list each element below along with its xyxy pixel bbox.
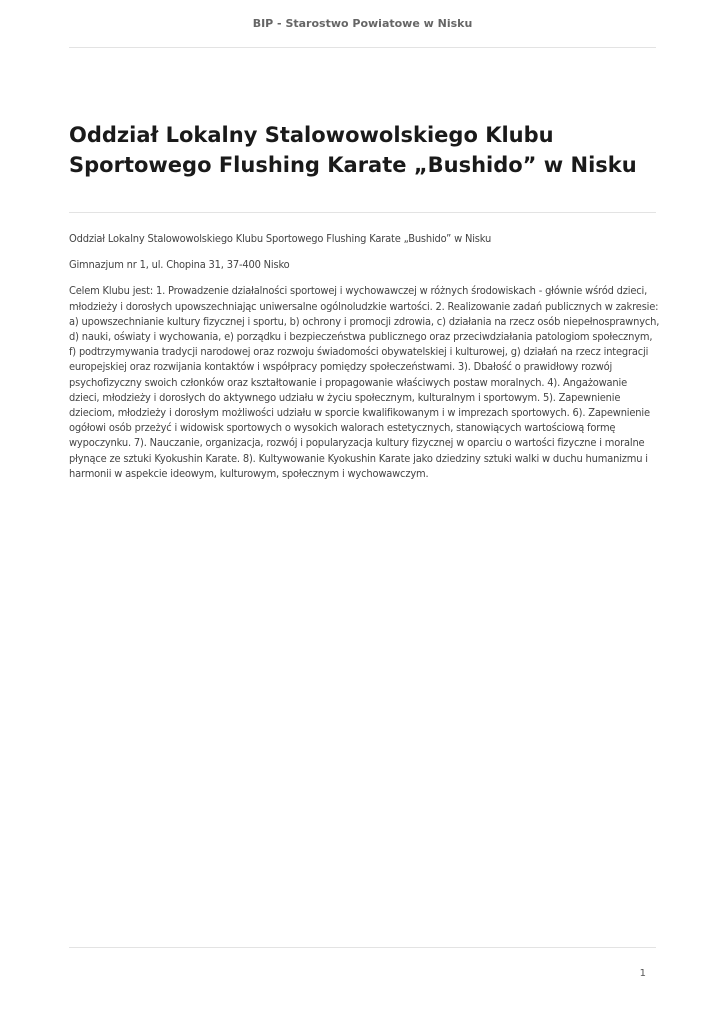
page-number: 1: [639, 968, 646, 979]
document-body: [69, 231, 659, 492]
footer-divider: [69, 947, 656, 948]
organization-goals: Celem Klubu jest: 1. Prowadzenie działalności sportowej i wychowawczej w różnych środowiskach - głównie wśród dzieci, młodzieży i dorosłych upowszechniając uniwersalne ogólnoludzkie wartości. 2. Realizowanie zadań publicznych w zakresie: a) upowszechnianie kultury fizycznej i sportu, b) ochrony i promocji zdrowia, c) działania na rzecz osób niepełnosprawnych, d) nauki, oświaty i wychowania, e) porządku i bezpieczeństwa publicznego oraz przeciwdziałania patologiom społecznym, f) podtrzymywania tradycji narodowej oraz rozwoju świadomości obywatelskiej i kulturowej, g) działań na rzecz integracji europejskiej oraz rozwijania kontaktów i współpracy pomiędzy społeczeństwami. 3). Dbałość o prawidłowy rozwój psychofizyczny swoich członków oraz kształtowanie i propagowanie właściwych postaw moralnych. 4). Angażowanie dzieci, młodzieży i dorosłych do aktywnego udziału w życiu społecznym, kulturalnym i sportowym. 5). Zapewnienie dzieciom, młodzieży i dorosłym możliwości udziału w sporcie kwalifikowanym i w imprezach sportowych. 6). Zapewnienie ogółowi osób przeżyć i widowisk sportowych o wysokich walorach estetycznych, stanowiących wartościową formę wypoczynku. 7). Nauczanie, organizacja, rozwój i popularyzacja kultury fizycznej w oparciu o wartości fizyczne i moralne płynące ze sztuki Kyokushin Karate. 8). Kultywowanie Kyokushin Karate jako dziedziny sztuki walki w duchu humanizmu i harmonii w aspekcie ideowym, kulturowym, społecznym i wychowawczym.: [69, 284, 660, 480]
page-header: BIP - Starostwo Powiatowe w Nisku: [252, 17, 473, 30]
organization-name: Oddział Lokalny Stalowowolskiego Klubu Sportowego Flushing Karate „Bushido” w Nisku: [69, 232, 492, 245]
header-divider: [69, 47, 656, 48]
organization-address: Gimnazjum nr 1, ul. Chopina 31, 37-400 Nisko: [69, 258, 290, 272]
title-divider: [69, 212, 656, 213]
page-title: Oddział Lokalny Stalowowolskiego Klubu Sportowego Flushing Karate „Bushido” w Nisku: [69, 123, 637, 177]
